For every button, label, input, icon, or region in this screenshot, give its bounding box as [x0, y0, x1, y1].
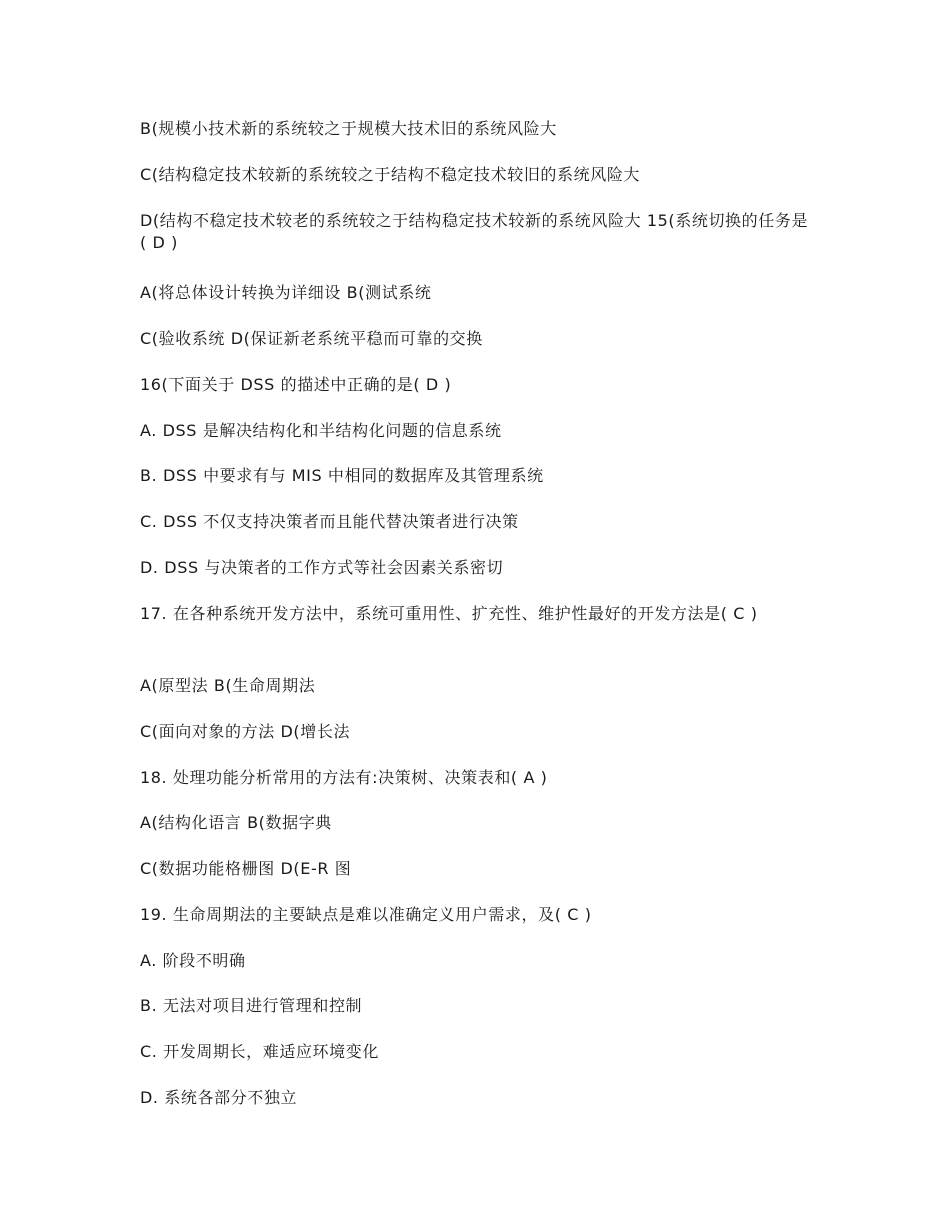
text-line-q17-options-cd: C(面向对象的方法 D(增长法 [140, 722, 351, 741]
text-line-q16-option-c: C. DSS 不仅支持决策者而且能代替决策者进行决策 [140, 512, 519, 531]
text-line-q18-options-cd: C(数据功能格栅图 D(E-R 图 [140, 859, 352, 878]
text-line-q18-options-ab: A(结构化语言 B(数据字典 [140, 813, 332, 832]
text-line-q19-option-b: B. 无法对项目进行管理和控制 [140, 996, 363, 1015]
text-line-option-b-scale: B(规模小技术新的系统较之于规模大技术旧的系统风险大 [140, 119, 557, 138]
text-line-q19-option-c: C. 开发周期长，难适应环境变化 [140, 1042, 379, 1061]
text-line-q16-option-d: D. DSS 与决策者的工作方式等社会因素关系密切 [140, 558, 504, 577]
text-line-q17-options-ab: A(原型法 B(生命周期法 [140, 676, 316, 695]
text-line-question-19: 19. 生命周期法的主要缺点是难以准确定义用户需求，及( C ) [140, 905, 592, 924]
text-line-question-17: 17. 在各种系统开发方法中，系统可重用性、扩充性、维护性最好的开发方法是( C ) [140, 604, 758, 623]
text-line-option-d-and-question-15: D(结构不稳定技术较老的系统较之于结构稳定技术较新的系统风险大 15(系统切换的任务是( D ) [140, 211, 809, 252]
text-line-q16-option-b: B. DSS 中要求有与 MIS 中相同的数据库及其管理系统 [140, 466, 544, 485]
text-line-question-18: 18. 处理功能分析常用的方法有:决策树、决策表和( A ) [140, 768, 548, 787]
text-line-q15-options-cd: C(验收系统 D(保证新老系统平稳而可靠的交换 [140, 329, 483, 348]
text-line-q16-option-a: A. DSS 是解决结构化和半结构化问题的信息系统 [140, 421, 502, 440]
text-line-q19-option-a: A. 阶段不明确 [140, 951, 246, 970]
text-line-q15-options-ab: A(将总体设计转换为详细设 B(测试系统 [140, 283, 432, 302]
text-line-question-16: 16(下面关于 DSS 的描述中正确的是( D ) [140, 375, 452, 394]
text-line-q19-option-d: D. 系统各部分不独立 [140, 1088, 298, 1107]
text-line-option-c-structure: C(结构稳定技术较新的系统较之于结构不稳定技术较旧的系统风险大 [140, 165, 641, 184]
